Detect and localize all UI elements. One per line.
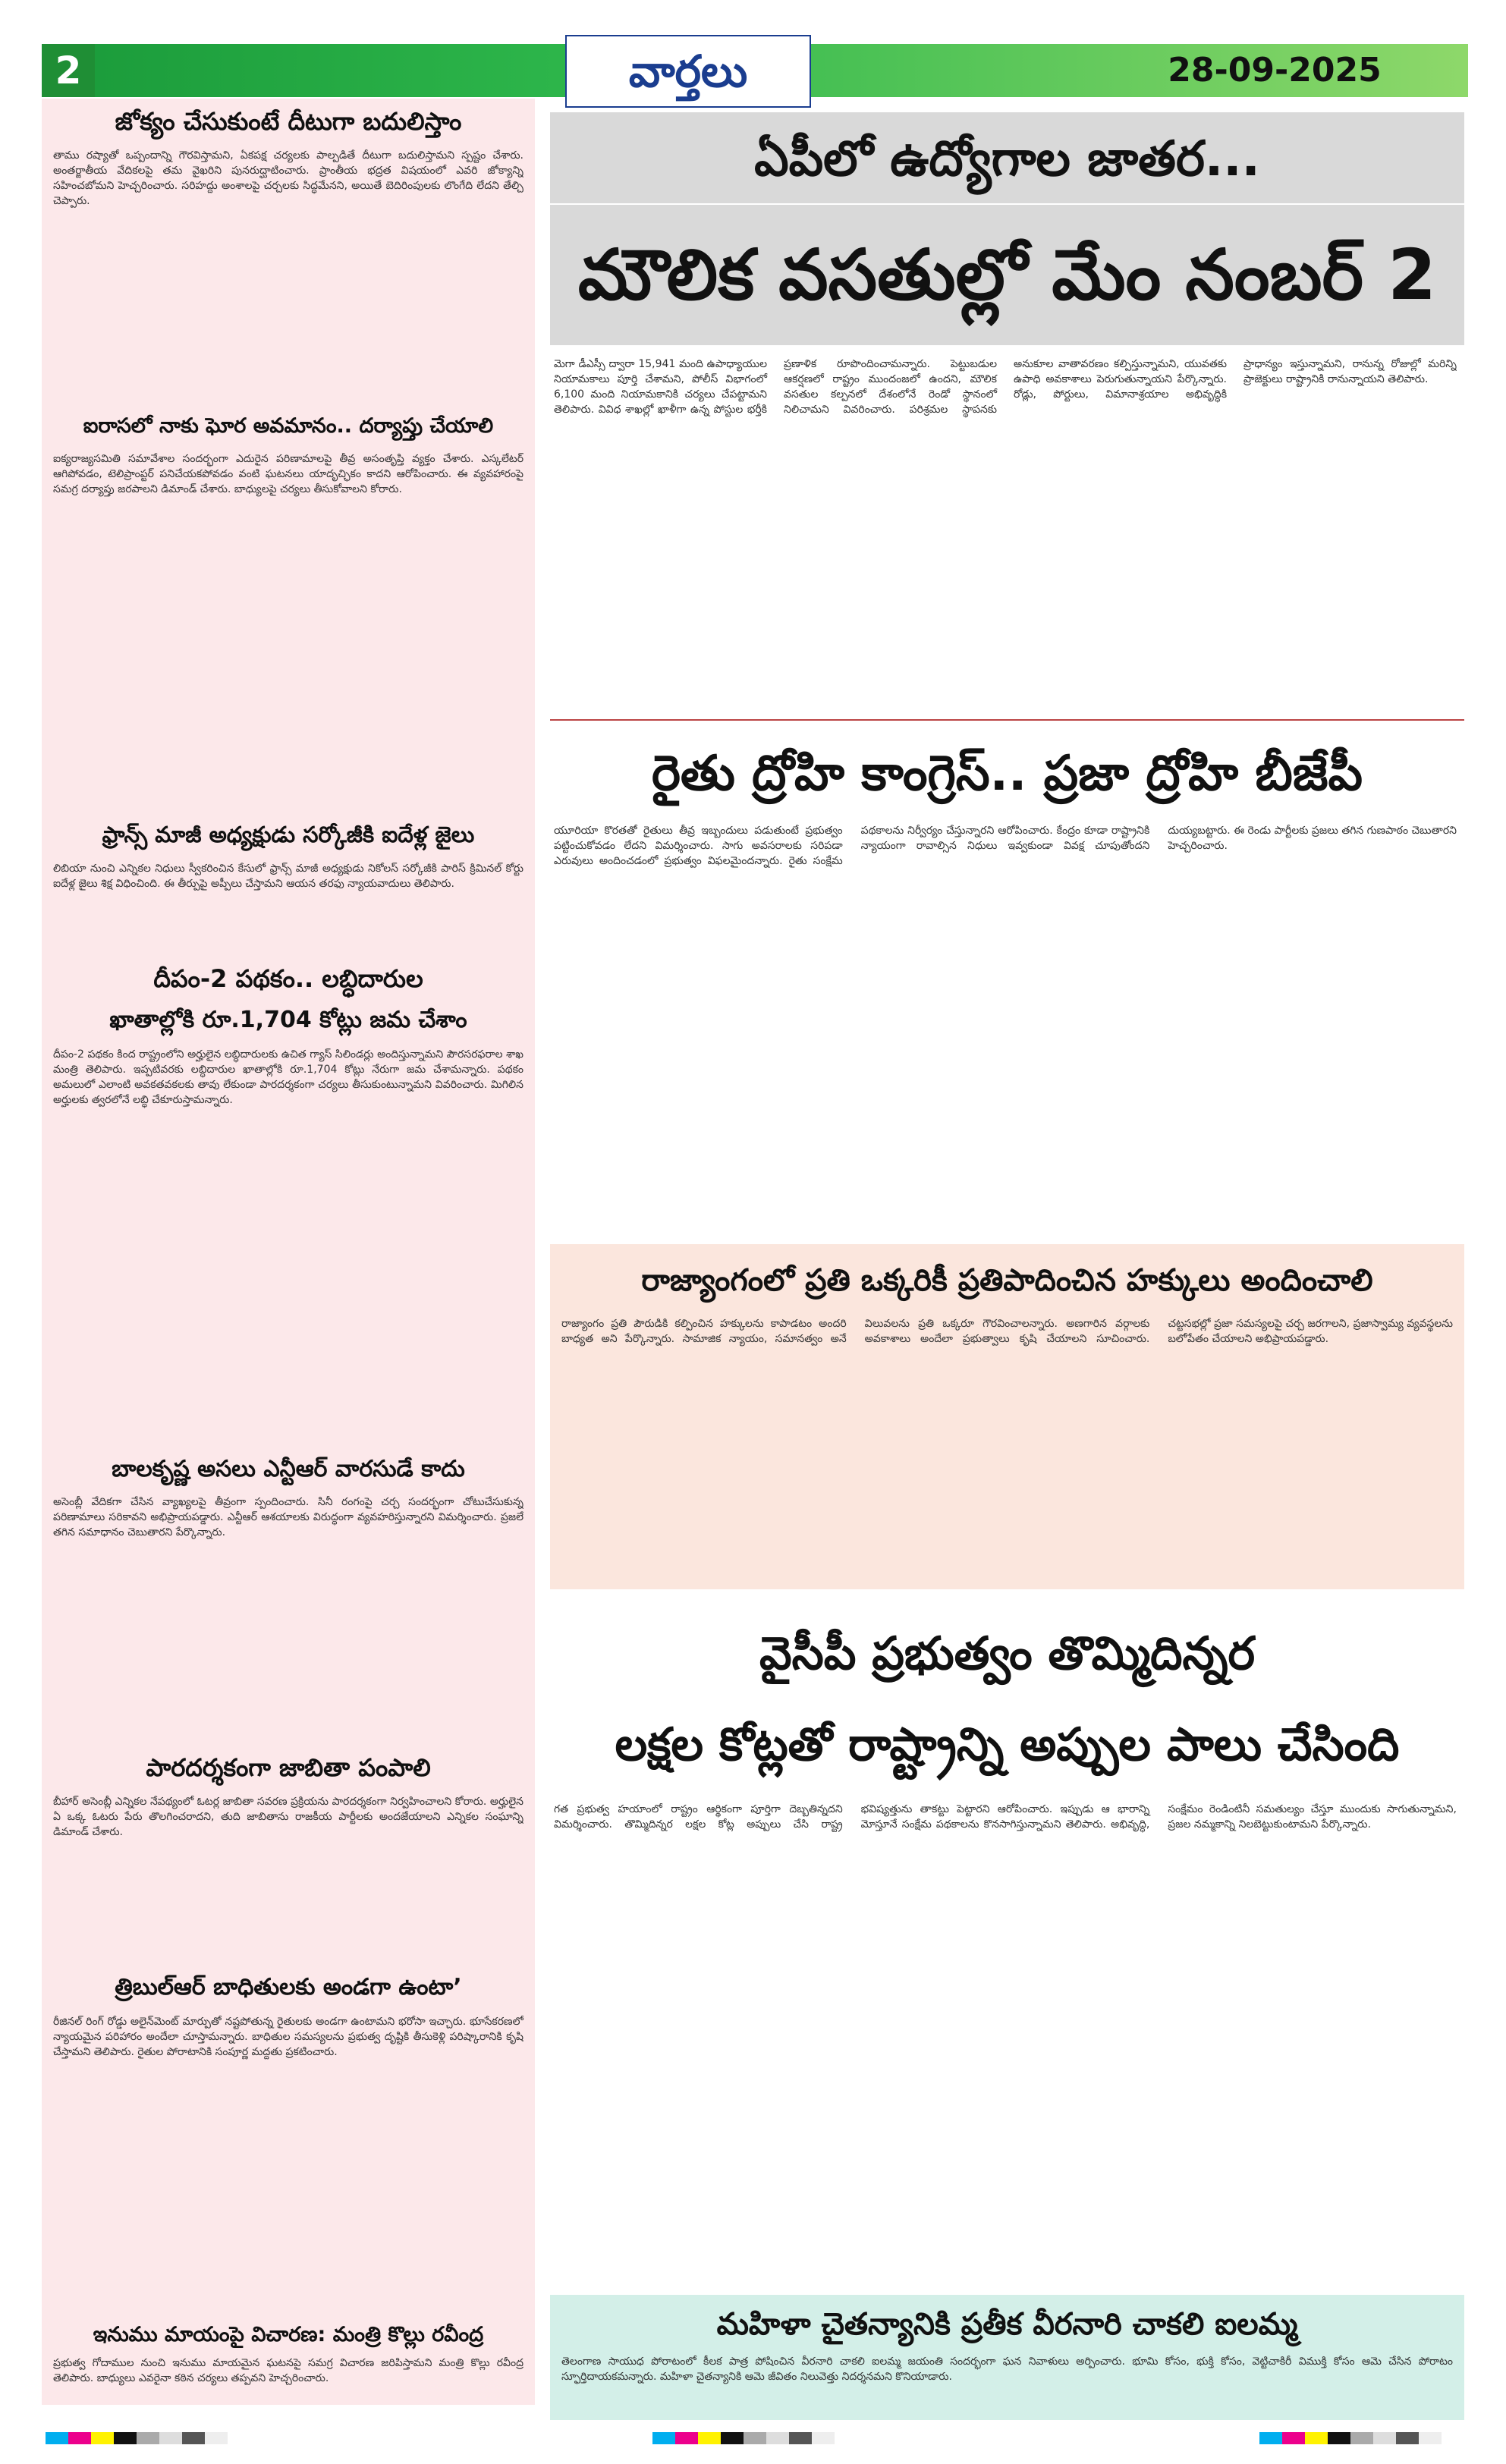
- left-article-8-title: ఇనుము మాయంపై విచారణ: మంత్రి కొల్లు రవీంద్ర: [93, 2323, 484, 2346]
- page-number: 2: [42, 44, 95, 97]
- registration-marks-right: [1259, 2432, 1442, 2444]
- registration-marks-left: [46, 2432, 228, 2444]
- left-article-5-body: అసెంబ్లీ వేదికగా చేసిన వ్యాఖ్యలపై తీవ్రంగా స్పందించారు. సినీ రంగంపై చర్చ సందర్భంగా చోటుచేసుకున్న పరిణామాలు సరికావని అభిప్రాయపడ్డారు. ఎన్టీఆర్ ఆశయాలకు విరుద్ధంగా వ్యవహరిస్తున్నారని విమర్శించారు. ప్రజలే తగిన సమాధానం చెబుతారని పేర్కొన్నారు.: [53, 1496, 523, 1538]
- constitution-headline: రాజ్యాంగంలో ప్రతి ఒక్కరికీ ప్రతిపాదించిన హక్కులు అందించాలి: [641, 1263, 1373, 1298]
- left-article-2-title: ఐరాసలో నాకు ఘోర అవమానం.. దర్యాప్తు చేయాలి: [83, 414, 494, 438]
- left-article-2-body: ఐక్యరాజ్యసమితి సమావేశాల సందర్భంగా ఎదురైన పరిణామాలపై తీవ్ర అసంతృప్తి వ్యక్తం చేశారు. ఎస్కలేటర్ ఆగిపోవడం, టెలిప్రాంప్టర్ పనిచేయకపోవడం వంటి ఘటనలు యాదృచ్ఛికం కాదని ఆరోపించారు. ఈ వ్యవహారంపై సమగ్ర దర్యాప్తు జరపాలని డిమాండ్ చేశారు. బాధ్యులపై చర్యలు తీసుకోవాలని కోరారు.: [53, 453, 523, 495]
- ysrcp-headline-line2: లక్షల కోట్లతో రాష్ట్రాన్ని అప్పుల పాలు చేసింది: [615, 1718, 1400, 1771]
- left-article-4-body: దీపం-2 పథకం కింద రాష్ట్రంలోని అర్హులైన లబ్ధిదారులకు ఉచిత గ్యాస్ సిలిండర్లు అందిస్తున్నామని పౌరసరఫరాల శాఖ మంత్రి తెలిపారు. ఇప్పటివరకు లబ్ధిదారుల ఖాతాల్లోకి రూ.1,704 కోట్లు నేరుగా జమ చేశామన్నారు. పథకం అమలులో ఎలాంటి అవకతవకలకు తావు లేకుండా పారదర్శకంగా చర్యలు తీసుకుంటున్నామని వివరించారు. మిగిలిన అర్హులకు త్వరలోనే లబ్ధి చేకూరుస్తామన్నారు.: [53, 1048, 523, 1106]
- ilamma-headline: మహిళా చైతన్యానికి ప్రతీక వీరనారి చాకలి ఐలమ్మ: [716, 2307, 1298, 2342]
- lead-kicker: ఏపీలో ఉద్యోగాల జాతర...: [754, 131, 1260, 187]
- ysrcp-body: గత ప్రభుత్వ హయాంలో రాష్ట్రం ఆర్థికంగా పూర్తిగా దెబ్బతిన్నదని విమర్శించారు. తొమ్మిదిన్నర లక్షల కోట్ల అప్పులు చేసి రాష్ట్ర భవిష్యత్తును తాకట్టు పెట్టారని ఆరోపించారు. ఇప్పుడు ఆ భారాన్ని మోస్తూనే సంక్షేమ పథకాలను కొనసాగిస్తున్నామని తెలిపారు. అభివృద్ధి, సంక్షేమం రెండింటినీ సమతుల్యం చేస్తూ ముందుకు సాగుతున్నామని, ప్రజల నమ్మకాన్ని నిలబెట్టుకుంటామని పేర్కొన్నారు.: [554, 1803, 1457, 1831]
- newspaper-logo: వార్తలు: [565, 35, 811, 108]
- left-article-4-subtitle: ఖాతాల్లోకి రూ.1,704 కోట్లు జమ చేశాం: [109, 1007, 467, 1033]
- ysrcp-headline-line1: వైసీపీ ప్రభుత్వం తొమ్మిదిన్నర: [759, 1627, 1256, 1680]
- left-article-1-body: తాము రష్యాతో ఒప్పందాన్ని గౌరవిస్తామని, ఏకపక్ష చర్యలకు పాల్పడితే దీటుగా బదులిస్తామని స్పష్టం చేశారు. అంతర్జాతీయ వేదికలపై తమ వైఖరిని పునరుద్ఘాటించారు. ప్రాంతీయ భద్రత విషయంలో ఎవరి జోక్యాన్ని సహించబోమని హెచ్చరించారు. సరిహద్దు అంశాలపై చర్చలకు సిద్ధమేనని, అయితే బెదిరింపులకు లొంగేది లేదని తేల్చి చెప్పారు.: [53, 149, 523, 207]
- constitution-body: రాజ్యాంగం ప్రతి పౌరుడికి కల్పించిన హక్కులను కాపాడటం అందరి బాధ్యత అని పేర్కొన్నారు. సామాజిక న్యాయం, సమానత్వం అనే విలువలను ప్రతి ఒక్కరూ గౌరవించాలన్నారు. అణగారిన వర్గాలకు అవకాశాలు అందేలా ప్రభుత్వాలు కృషి చేయాలని సూచించారు. చట్టసభల్లో ప్రజా సమస్యలపై చర్చ జరగాలని, ప్రజాస్వామ్య వ్యవస్థలను బలోపేతం చేయాలని అభిప్రాయపడ్డారు.: [561, 1318, 1453, 1345]
- left-article-6-title: పారదర్శకంగా జాబితా పంపాలి: [146, 1753, 431, 1782]
- farmers-headline: రైతు ద్రోహి కాంగ్రెస్.. ప్రజా ద్రోహి బీజేపీ: [651, 746, 1363, 802]
- left-article-5-title: బాలకృష్ణ అసలు ఎన్టీఆర్ వారసుడే కాదు: [112, 1456, 465, 1482]
- left-article-1-title: జోక్యం చేసుకుంటే దీటుగా బదులిస్తాం: [115, 107, 462, 136]
- left-article-3-body: లిబియా నుంచి ఎన్నికల నిధులు స్వీకరించిన కేసులో ఫ్రాన్స్ మాజీ అధ్యక్షుడు నికోలస్ సర్కోజీకి పారిస్ క్రిమినల్ కోర్టు ఐదేళ్ల జైలు శిక్ష విధించింది. ఈ తీర్పుపై అప్పీలు చేస్తామని ఆయన తరఫు న్యాయవాదులు తెలిపారు.: [53, 863, 523, 890]
- left-article-4-title: దీపం-2 పథకం.. లబ్ధిదారుల: [153, 964, 423, 993]
- left-article-3-title: ఫ్రాన్స్ మాజీ అధ్యక్షుడు సర్కోజీకి ఐదేళ్ల జైలు: [102, 822, 475, 847]
- registration-marks-center: [652, 2432, 835, 2444]
- lead-headline: మౌలిక వసతుల్లో మేం నంబర్ 2: [577, 234, 1437, 316]
- left-article-6-body: బీహార్ అసెంబ్లీ ఎన్నికల నేపథ్యంలో ఓటర్ల జాబితా సవరణ ప్రక్రియను పారదర్శకంగా నిర్వహించాలని కోరారు. అర్హులైన ఏ ఒక్క ఓటరు పేరు తొలగించరాదని, తుది జాబితాను రాజకీయ పార్టీలకు అందజేయాలని ఎన్నికల సంఘాన్ని డిమాండ్ చేశారు.: [53, 1796, 523, 1838]
- ilamma-body: తెలంగాణ సాయుధ పోరాటంలో కీలక పాత్ర పోషించిన వీరనారి చాకలి ఐలమ్మ జయంతి సందర్భంగా ఘన నివాళులు అర్పించారు. భూమి కోసం, భుక్తి కోసం, వెట్టిచాకిరీ విముక్తి కోసం ఆమె చేసిన పోరాటం స్ఫూర్తిదాయకమన్నారు. మహిళా చైతన్యానికి ఆమె జీవితం నిలువెత్తు నిదర్శనమని కొనియాడారు.: [561, 2356, 1453, 2383]
- left-article-7-body: రీజినల్ రింగ్ రోడ్డు అలైన్‌మెంట్ మార్పుతో నష్టపోతున్న రైతులకు అండగా ఉంటామని భరోసా ఇచ్చారు. భూసేకరణలో న్యాయమైన పరిహారం అందేలా చూస్తామన్నారు. బాధితుల సమస్యలను ప్రభుత్వ దృష్టికి తీసుకెళ్లి పరిష్కారానికి కృషి చేస్తామని తెలిపారు. రైతుల పోరాటానికి సంపూర్ణ మద్దతు ప్రకటించారు.: [53, 2016, 523, 2058]
- section-divider: [550, 719, 1464, 721]
- farmers-body: యూరియా కొరతతో రైతులు తీవ్ర ఇబ్బందులు పడుతుంటే ప్రభుత్వం పట్టించుకోవడం లేదని విమర్శించారు. సాగు అవసరాలకు సరిపడా ఎరువులు అందించడంలో ప్రభుత్వం విఫలమైందన్నారు. రైతు సంక్షేమ పథకాలను నిర్వీర్యం చేస్తున్నారని ఆరోపించారు. కేంద్రం కూడా రాష్ట్రానికి న్యాయంగా రావాల్సిన నిధులు ఇవ్వకుండా వివక్ష చూపుతోందని దుయ్యబట్టారు. ఈ రెండు పార్టీలకు ప్రజలు తగిన గుణపాఠం చెబుతారని హెచ్చరించారు.: [554, 825, 1457, 867]
- edition-date: 28-09-2025: [1168, 51, 1382, 90]
- lead-body: మెగా డీఎస్సీ ద్వారా 15,941 మంది ఉపాధ్యాయుల నియామకాలు పూర్తి చేశామని, పోలీస్ విభాగంలో 6,100 మంది నియామకానికి చర్యలు చేపట్టామని తెలిపారు. వివిధ శాఖల్లో ఖాళీగా ఉన్న పోస్టుల భర్తీకి ప్రణాళిక రూపొందించామన్నారు. పెట్టుబడుల ఆకర్షణలో రాష్ట్రం ముందంజలో ఉందని, మౌలిక వసతుల కల్పనలో దేశంలోనే రెండో స్థానంలో నిలిచామని వివరించారు. పరిశ్రమల స్థాపనకు అనుకూల వాతావరణం కల్పిస్తున్నామని, యువతకు ఉపాధి అవకాశాలు పెరుగుతున్నాయని పేర్కొన్నారు. రోడ్లు, పోర్టులు, విమానాశ్రయాల అభివృద్ధికి ప్రాధాన్యం ఇస్తున్నామని, రానున్న రోజుల్లో మరిన్ని ప్రాజెక్టులు రాష్ట్రానికి రానున్నాయని తెలిపారు.: [554, 358, 1457, 416]
- left-article-7-title: త్రిబుల్ఆర్ బాధితులకు అండగా ఉంటా’: [115, 1974, 462, 2000]
- left-article-8-body: ప్రభుత్వ గోదాముల నుంచి ఇనుము మాయమైన ఘటనపై సమగ్ర విచారణ జరిపిస్తామని మంత్రి కొల్లు రవీంద్ర తెలిపారు. బాధ్యులు ఎవరైనా కఠిన చర్యలు తప్పవని హెచ్చరించారు.: [53, 2357, 523, 2384]
